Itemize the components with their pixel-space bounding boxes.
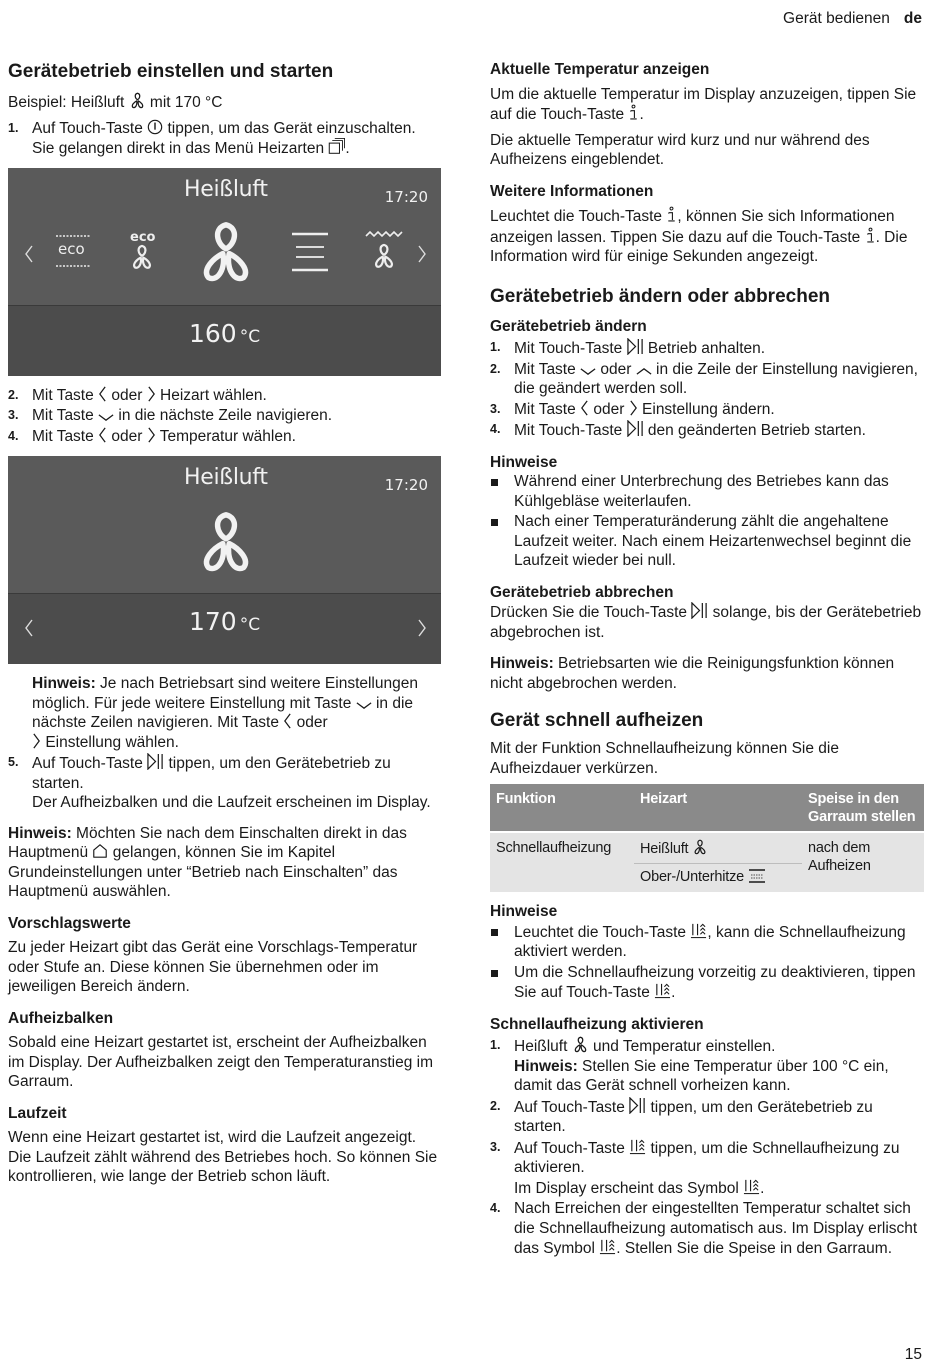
chevron-right-icon bbox=[32, 733, 41, 749]
fast-preheat-icon bbox=[629, 1138, 646, 1155]
para-laufzeit: Wenn eine Heizart gestartet ist, wird die Laufzeit angezeigt. Die Laufzeit zählt während des Betriebes hoch. So können Sie kontrollieren, wie lange der Betrieb schon läuft. bbox=[8, 1129, 438, 1185]
grill-fan-icon bbox=[364, 230, 404, 270]
home-icon bbox=[92, 843, 108, 859]
heading-laufzeit: Laufzeit bbox=[8, 1104, 67, 1122]
chevron-right-icon bbox=[629, 400, 638, 416]
heading-aufheizbalken: Aufheizbalken bbox=[8, 1009, 114, 1027]
step-2: 2. Mit Taste oder Heizart wählen. bbox=[8, 386, 267, 404]
power-icon bbox=[147, 119, 163, 135]
eco-mode-icon: eco bbox=[52, 234, 94, 268]
step-1: 1. Auf Touch-Taste tippen, um das Gerät einzuschalten. Sie gelangen direkt in das Menü Heizarten . bbox=[8, 119, 416, 157]
para-vorschlagswerte: Zu jeder Heizart gibt das Gerät eine Vorschlags-Temperatur oder Stufe an. Diese können Sie übernehmen oder im jeweiligen Bereich ändern. bbox=[8, 939, 418, 995]
fan-icon bbox=[692, 839, 708, 855]
table-header: Funktion bbox=[490, 784, 634, 832]
steps-list-3 bbox=[8, 753, 441, 813]
language-code: de bbox=[903, 10, 922, 27]
chevron-left-icon bbox=[24, 244, 34, 264]
chevron-left-icon bbox=[283, 713, 292, 729]
oven-display-heating-modes bbox=[8, 168, 441, 376]
table-header-row bbox=[490, 784, 924, 832]
example-line: Beispiel: Heißluft mit 170 °C bbox=[8, 94, 223, 111]
fast-heat-table bbox=[490, 784, 924, 892]
display-temperature: 160 °C bbox=[189, 318, 261, 348]
chevron-right-icon bbox=[147, 386, 156, 402]
para-current-temp-2: Die aktuelle Temperatur wird kurz und nur während des Aufheizens eingeblendet. bbox=[490, 131, 870, 168]
table-row bbox=[490, 832, 924, 864]
right-column bbox=[490, 60, 924, 1260]
heading-more-info: Weitere Informationen bbox=[490, 182, 654, 200]
note-cancel: Hinweis: Betriebsarten wie die Reinigungsfunktion können nicht abgebrochen werden. bbox=[490, 655, 895, 692]
section-heading-change: Gerätebetrieb ändern oder abbrechen bbox=[490, 285, 830, 307]
running-head bbox=[783, 9, 922, 29]
eco-fan-icon: eco bbox=[128, 230, 162, 270]
info-icon bbox=[628, 104, 639, 121]
step-3: 3. Mit Taste in die nächste Zeile navigieren. bbox=[8, 407, 333, 424]
table-cell-heizart: Ober-/Unterhitze bbox=[634, 864, 802, 893]
change-step-4: 4. Mit Touch-Taste den geänderten Betrieb starten. bbox=[490, 422, 866, 439]
heading-notes-2: Hinweise bbox=[490, 903, 558, 920]
para-more-info: Leuchtet die Touch-Taste , können Sie sich Informationen anzeigen lassen. Tippen Sie dazu auf die Touch-Taste . Die Information wird für einige Sekunden angezeigt. bbox=[490, 208, 908, 265]
para-current-temp-1: Um die aktuelle Temperatur im Display anzuzeigen, tippen Sie auf die Touch-Taste . bbox=[490, 85, 917, 123]
info-icon bbox=[865, 227, 876, 244]
section-title: Gerät bedienen bbox=[783, 10, 890, 27]
chevron-right-icon bbox=[417, 618, 427, 638]
heading-current-temp: Aktuelle Temperatur anzeigen bbox=[490, 61, 710, 78]
table-cell-heizart: Heißluft bbox=[634, 832, 802, 864]
display-bottom-row bbox=[8, 306, 441, 376]
notes-list-1 bbox=[490, 472, 924, 571]
note-item: Leuchtet die Touch-Taste , kann die Schnellaufheizung aktiviert werden. bbox=[490, 922, 924, 962]
display-top-row bbox=[8, 168, 441, 306]
activate-step-1: 1. Heißluft und Temperatur einstellen. Hinweis: Stellen Sie eine Temperatur über 100 °C ein, damit das Gerät schnell vorheizen kann. bbox=[490, 1038, 889, 1094]
left-column bbox=[8, 60, 441, 1193]
top-bottom-heat-icon bbox=[748, 869, 766, 883]
table-header: Heizart bbox=[634, 784, 802, 832]
display-top-row bbox=[8, 456, 441, 594]
heading-vorschlagswerte: Vorschlagswerte bbox=[8, 914, 131, 932]
fan-icon bbox=[194, 510, 258, 574]
fast-preheat-icon bbox=[599, 1238, 616, 1255]
steps-activate bbox=[490, 1036, 924, 1259]
chevron-down-icon bbox=[98, 413, 114, 422]
activate-step-4: 4. Nach Erreichen der eingestellten Temperatur schaltet sich die Schnellaufheizung automatisch aus. Im Display erlischt das Symbol . Stellen Sie die Speise in den Garraum. bbox=[490, 1200, 918, 1257]
chevron-left-icon bbox=[24, 618, 34, 638]
top-bottom-heat-icon bbox=[290, 232, 330, 272]
change-step-1: 1. Mit Touch-Taste Betrieb anhalten. bbox=[490, 340, 766, 357]
table-cell-speise: nach dem Aufheizen bbox=[802, 832, 924, 892]
activate-step-3: 3. Auf Touch-Taste tippen, um die Schnellaufheizung zu aktivieren. Im Display erscheint das Symbol . bbox=[490, 1139, 900, 1197]
chevron-right-icon bbox=[417, 244, 427, 264]
heading-change-operation: Gerätebetrieb ändern bbox=[490, 317, 647, 335]
chevron-down-icon bbox=[356, 701, 372, 710]
display-time: 17:20 bbox=[384, 476, 428, 494]
table-header: Speise in den Garraum stellen bbox=[802, 784, 924, 832]
change-step-2: 2. Mit Taste oder in die Zeile der Einstellung navigieren, die geändert werden soll. bbox=[490, 360, 918, 397]
step-5: 5. Auf Touch-Taste tippen, um den Gerätebetrieb zu starten. Der Aufheizbalken und die Laufzeit erscheinen im Display. bbox=[8, 755, 431, 811]
steps-change bbox=[490, 338, 924, 441]
chevron-left-icon bbox=[580, 400, 589, 416]
note-item: Während einer Unterbrechung des Betriebes kann das Kühlgebläse weiterlaufen. bbox=[490, 472, 924, 511]
display-bottom-row bbox=[8, 594, 441, 664]
section-heading-fast-heat: Gerät schnell aufheizen bbox=[490, 710, 704, 731]
steps-list-2 bbox=[8, 386, 441, 447]
section-heading-start: Gerätebetrieb einstellen und starten bbox=[8, 61, 334, 82]
display-temperature: 170 °C bbox=[189, 607, 261, 636]
play-pause-icon bbox=[147, 753, 164, 770]
para-aufheizbalken: Sobald eine Heizart gestartet ist, erscheint der Aufheizbalken im Display. Der Aufheizbalken zeigt den Temperaturanstieg im Garraum. bbox=[8, 1034, 434, 1090]
note-settings: Hinweis: Je nach Betriebsart sind weitere Einstellungen möglich. Für jede weitere Einstellung mit Taste in die nächste Zeilen navigieren. Mit Taste oder Einstellung wählen. bbox=[32, 675, 418, 751]
fast-preheat-icon bbox=[690, 922, 707, 939]
table-cell-function: Schnellaufheizung bbox=[490, 832, 634, 892]
fan-icon bbox=[194, 220, 258, 284]
chevron-left-icon bbox=[98, 427, 107, 443]
play-pause-icon bbox=[629, 1097, 646, 1114]
heading-activate-fast-heat: Schnellaufheizung aktivieren bbox=[490, 1015, 704, 1033]
change-step-3: 3. Mit Taste oder Einstellung ändern. bbox=[490, 400, 775, 418]
oven-display-temperature bbox=[8, 456, 441, 664]
fast-preheat-icon bbox=[743, 1178, 760, 1195]
display-title: Heißluft bbox=[184, 465, 268, 490]
chevron-up-icon bbox=[636, 367, 652, 376]
chevron-right-icon bbox=[147, 427, 156, 443]
steps-list-1 bbox=[8, 119, 441, 159]
fan-icon bbox=[572, 1036, 589, 1053]
fan-icon bbox=[129, 92, 146, 109]
chevron-down-icon bbox=[580, 367, 596, 376]
note-main-menu: Hinweis: Möchten Sie nach dem Einschalten direkt in das Hauptmenü gelangen, können Sie im Kapitel Grundeinstellungen unter “Betrieb nach Einschalten” das Hauptmenü auswählen. bbox=[8, 824, 407, 900]
note-item: Nach einer Temperaturänderung zählt die angehaltene Laufzeit weiter. Nach einem Heizartenwechsel beginnt die Laufzeit wieder bei null. bbox=[490, 512, 924, 571]
play-pause-icon bbox=[691, 602, 708, 619]
fast-preheat-icon bbox=[654, 982, 671, 999]
play-pause-icon bbox=[627, 338, 644, 355]
note-item: Um die Schnellaufheizung vorzeitig zu deaktivieren, tippen Sie auf Touch-Taste . bbox=[490, 963, 924, 1003]
activate-step-2: 2. Auf Touch-Taste tippen, um den Gerätebetrieb zu starten. bbox=[490, 1098, 873, 1135]
para-cancel: Drücken Sie die Touch-Taste solange, bis der Gerätebetrieb abgebrochen ist. bbox=[490, 604, 922, 641]
info-icon bbox=[666, 206, 677, 223]
page-number: 15 bbox=[904, 1345, 922, 1363]
chevron-left-icon bbox=[98, 386, 107, 402]
heating-menu-icon bbox=[328, 138, 345, 155]
display-time: 17:20 bbox=[384, 187, 428, 206]
display-title: Heißluft bbox=[184, 176, 268, 202]
step-4: 4. Mit Taste oder Temperatur wählen. bbox=[8, 427, 296, 445]
heading-cancel-operation: Gerätebetrieb abbrechen bbox=[490, 583, 674, 601]
heading-notes-1: Hinweise bbox=[490, 453, 558, 471]
notes-list-2 bbox=[490, 922, 924, 1003]
play-pause-icon bbox=[627, 420, 644, 437]
para-fast-heat: Mit der Funktion Schnellaufheizung können Sie die Aufheizdauer verkürzen. bbox=[490, 740, 839, 777]
